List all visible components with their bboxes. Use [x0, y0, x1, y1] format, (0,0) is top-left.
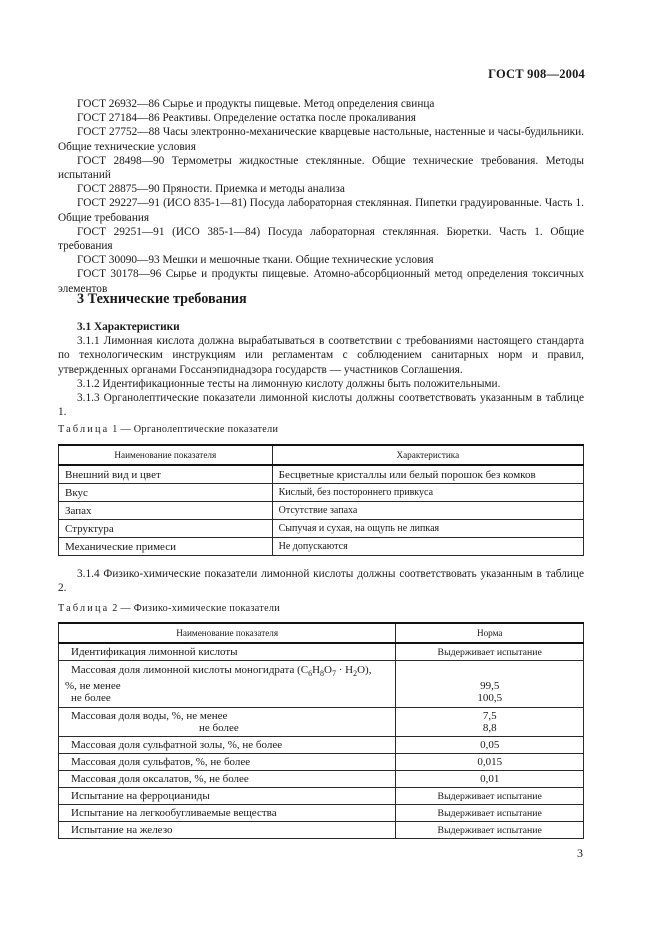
- reference-item: ГОСТ 30090—93 Мешки и мешочные ткани. Общие технические условия: [77, 254, 434, 267]
- table-header-row: [59, 445, 584, 465]
- table-row: [59, 754, 584, 771]
- table2-caption-text: 2 — Физико-химические показатели: [112, 603, 281, 614]
- table-cell: [59, 708, 396, 737]
- table-cell: Кислый, без постороннего привкуса: [272, 484, 583, 502]
- table-cell: Выдерживает испытание: [396, 822, 584, 839]
- cell-text: Массовая доля сульфатной золы, %, не более: [71, 739, 283, 752]
- column-header: Наименование показателя: [59, 445, 273, 465]
- paragraph: 3.1.4 Физико-химические показатели лимонной кислоты должны соответствовать указанным в таблице 2.: [58, 568, 584, 595]
- norm-min: 7,5: [482, 710, 497, 723]
- reference-item: ГОСТ 30178—96 Сырье и продукты пищевые. Атомно-абсорбционный метод определения токсичных элементов: [58, 268, 584, 295]
- table-row: [59, 822, 584, 839]
- table-cell: Выдерживает испытание: [396, 643, 584, 661]
- table-row: [59, 484, 584, 502]
- cell-text: Идентификация лимонной кислоты: [71, 646, 238, 658]
- paragraph: 3.1.3 Органолептические показатели лимонной кислоты должны соответствовать указанным в таблице 1.: [58, 392, 584, 419]
- table-row: [59, 708, 584, 737]
- table2-caption: [58, 603, 280, 614]
- table-cell: Отсутствие запаха: [272, 502, 583, 520]
- table-row: [59, 788, 584, 805]
- cell-text: Массовая доля оксалатов, %, не более: [71, 773, 249, 786]
- table-cell: 0,05: [396, 737, 584, 754]
- cell-text: Испытание на легкообугливаемые вещества: [71, 807, 277, 820]
- references-list: [58, 97, 584, 296]
- table-cell: Не допускаются: [272, 538, 583, 556]
- table-row: [59, 737, 584, 754]
- section-title: 3 Технические требования: [77, 291, 247, 307]
- table-cell: 0,015: [396, 754, 584, 771]
- column-header: Наименование показателя: [59, 623, 396, 643]
- table-cell: Внешний вид и цвет: [59, 465, 273, 484]
- table-cell: [59, 661, 396, 708]
- table-cell: Сыпучая и сухая, на ощупь не липкая: [272, 520, 583, 538]
- table2-physicochemical: [58, 622, 584, 839]
- table-cell: Механические примеси: [59, 538, 273, 556]
- paragraph: 3.1.1 Лимонная кислота должна вырабатываться в соответствии с требованиями настоящего стандарта по технологическим инструкциям или регламентам с соблюдением санитарных норм и правил, утвержденных органами Госсанэпиднадзора государств — участников Соглашения.: [58, 335, 584, 376]
- table1-organoleptic: [58, 444, 584, 556]
- reference-item: ГОСТ 28875—90 Пряности. Приемка и методы анализа: [77, 183, 345, 196]
- table-row: [59, 520, 584, 538]
- table-cell: Выдерживает испытание: [396, 788, 584, 805]
- norm-max: 8,8: [482, 722, 497, 735]
- reference-item: ГОСТ 27752—88 Часы электронно-механические кварцевые настольные, настенные и часы-будильники. Общие технические условия: [58, 126, 584, 153]
- table-cell: Структура: [59, 520, 273, 538]
- page-number: 3: [577, 846, 583, 860]
- norm-max: 100,5: [477, 692, 503, 705]
- table-row: [59, 538, 584, 556]
- table1-caption-label: Таблица: [58, 424, 110, 435]
- table-cell: [59, 805, 396, 822]
- table-cell: [59, 822, 396, 839]
- subsection-title: 3.1 Характеристики: [77, 321, 180, 333]
- reference-item: ГОСТ 27184—86 Реактивы. Определение остатка после прокаливания: [77, 112, 416, 125]
- table-cell: [396, 661, 584, 708]
- table-cell: Запах: [59, 502, 273, 520]
- table-row: [59, 771, 584, 788]
- reference-item: ГОСТ 26932—86 Сырье и продукты пищевые. Метод определения свинца: [77, 98, 435, 110]
- table-cell: [396, 708, 584, 737]
- table-cell: [59, 643, 396, 661]
- table1-caption: [58, 424, 278, 435]
- table-cell: Вкус: [59, 484, 273, 502]
- cell-text: не более: [199, 722, 239, 735]
- reference-item: ГОСТ 28498—90 Термометры жидкостные стеклянные. Общие технические требования. Методы испытаний: [58, 154, 584, 182]
- table-row: [59, 643, 584, 661]
- table-row: [59, 502, 584, 520]
- table-row: [59, 465, 584, 484]
- table-cell: [59, 771, 396, 788]
- cell-text: Массовая доля сульфатов, %, не более: [71, 756, 251, 769]
- cell-text: Испытание на ферроцианиды: [71, 790, 210, 803]
- cell-text: Испытание на железо: [71, 824, 173, 837]
- table-row: [59, 661, 584, 708]
- table-row: [59, 805, 584, 822]
- table-cell: Выдерживает испытание: [396, 805, 584, 822]
- cell-text: Массовая доля воды, %, не менее: [71, 710, 228, 723]
- reference-item: ГОСТ 29227—91 (ИСО 835-1—81) Посуда лабораторная стеклянная. Пипетки градуированные. Часть 1. Общие требования: [58, 197, 584, 224]
- column-header: Характеристика: [272, 445, 583, 465]
- table-header-row: [59, 623, 584, 643]
- section-body: [58, 320, 584, 419]
- cell-text: Массовая доля лимонной кислоты моногидрата $(C_6H_8O_7 \cdot H_2O)$,: [71, 664, 372, 679]
- table-cell: [59, 737, 396, 754]
- table2-caption-label: Таблица: [58, 603, 110, 614]
- table-cell: [59, 754, 396, 771]
- table-cell: 0,01: [396, 771, 584, 788]
- document-header: ГОСТ 908—2004: [488, 67, 585, 81]
- cell-text: %, не менее: [65, 680, 121, 693]
- table-cell: Бесцветные кристаллы или белый порошок без комков: [272, 465, 583, 484]
- table1-caption-text: 1 — Органолептические показатели: [112, 424, 279, 435]
- table-cell: [59, 788, 396, 805]
- cell-text: не более: [71, 692, 111, 705]
- column-header: Норма: [396, 623, 584, 643]
- reference-item: ГОСТ 29251—91 (ИСО 385-1—84) Посуда лабораторная стеклянная. Бюретки. Часть 1. Общие требования: [58, 225, 584, 253]
- norm-min: 99,5: [480, 680, 500, 693]
- paragraph: 3.1.2 Идентификационные тесты на лимонную кислоту должны быть положительными.: [77, 377, 501, 390]
